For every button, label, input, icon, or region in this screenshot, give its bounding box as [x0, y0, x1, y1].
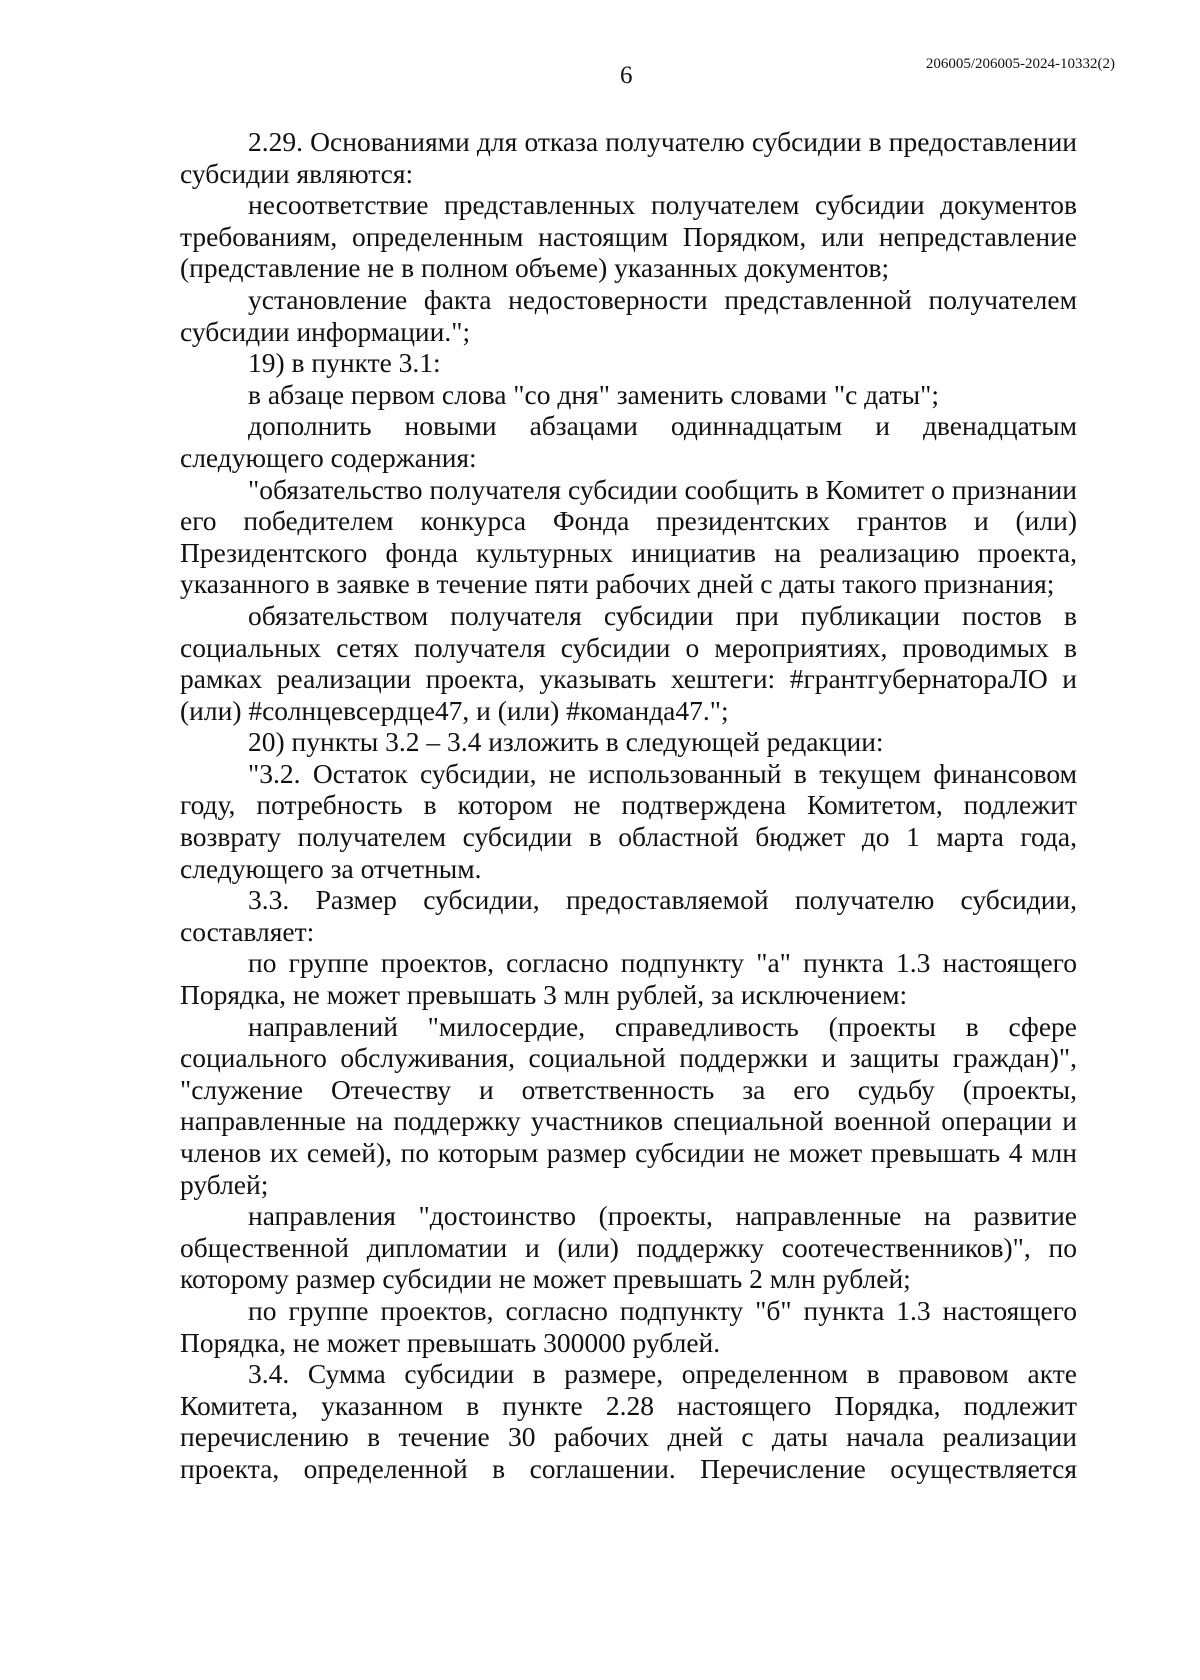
page-number: 6 — [620, 62, 633, 89]
paragraph-obligation-notify: "обязательство получателя субсидии сообщить в Комитет о признании его победителем конкурса Фонда президентских грантов и (или) Президентского фонда культурных инициатив на реализацию проекта, указанного в заявке в течение пяти рабочих дней с даты такого признания; — [180, 473, 1077, 600]
paragraph-3-4: 3.4. Сумма субсидии в размере, определенном в правовом акте Комитета, указанном в пункте 2.28 настоящего Порядка, подлежит перечислению в течение 30 рабочих дней с даты начала реализации проекта, определенной в соглашении. Перечисление осуществляется — [180, 1358, 1077, 1484]
paragraph-directions-mercy: направлений "милосердие, справедливость (проекты в сфере социального обслуживания, социальной поддержки и защиты граждан)", "служение Отечеству и ответственность за его судьбу (проекты, направленные на поддержку участников специальной военной операции и членов их семей), по которым размер субсидии не может превышать 4 млн рублей; — [180, 1010, 1077, 1200]
paragraph-2-29: 2.29. Основаниями для отказа получателю субсидии в предоставлении субсидии являются: — [180, 126, 1077, 189]
paragraph-item-20: 20) пункты 3.2 – 3.4 изложить в следующей редакции: — [248, 726, 884, 758]
paragraph-obligation-hashtags: обязательством получателя субсидии при публикации постов в социальных сетях получателя субсидии о мероприятиях, проводимых в рамках реализации проекта, указывать хештеги: #грантгубернатораЛО и (или) #солнцевсердце47, и (или) #команда47."; — [180, 599, 1077, 726]
paragraph-3-2: "3.2. Остаток субсидии, не использованный в текущем финансовом году, потребность в котором не подтверждена Комитетом, подлежит возврату получателем субсидии в областной бюджет до 1 марта года, следующего за отчетным. — [180, 757, 1077, 884]
paragraph-false-information: установление факта недостоверности представленной получателем субсидии информации."; — [180, 283, 1077, 347]
paragraph-item-19: 19) в пункте 3.1: — [248, 347, 441, 379]
paragraph-group-b: по группе проектов, согласно подпункту "б" пункта 1.3 настоящего Порядка, не может превышать 300000 рублей. — [180, 1294, 1077, 1358]
paragraph-nonconformity: несоответствие представленных получателем субсидии документов требованиям, определенным настоящим Порядком, или непредставление (представление не в полном объеме) указанных документов; — [180, 189, 1077, 284]
paragraph-replace-words: в абзаце первом слова "со дня" заменить словами "с даты"; — [248, 378, 939, 410]
document-body — [180, 126, 1077, 1485]
paragraph-direction-dignity: направления "достоинство (проекты, направленные на развитие общественной дипломатии и (или) поддержку соотечественников)", по которому размер субсидии не может превышать 2 млн рублей; — [180, 1200, 1077, 1295]
document-code: 206005/206005-2024-10332(2) — [925, 56, 1115, 72]
paragraph-group-a: по группе проектов, согласно подпункту "а" пункта 1.3 настоящего Порядка, не может превышать 3 млн рублей, за исключением: — [180, 947, 1077, 1011]
paragraph-add-new-abzats: дополнить новыми абзацами одиннадцатым и двенадцатым следующего содержания: — [180, 410, 1077, 473]
paragraph-3-3: 3.3. Размер субсидии, предоставляемой получателю субсидии, составляет: — [180, 884, 1077, 947]
